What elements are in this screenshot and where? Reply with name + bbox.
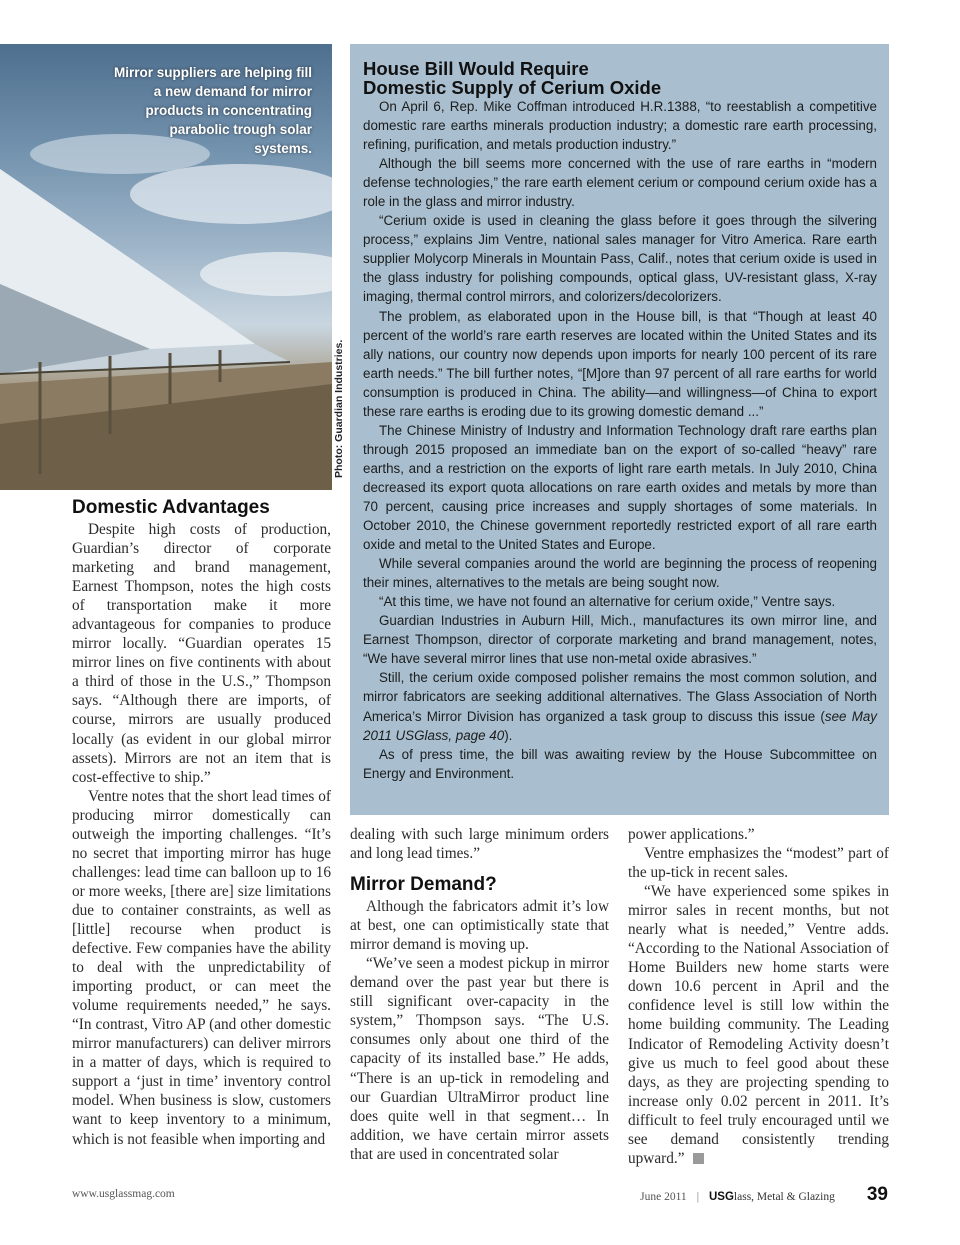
cerium-oxide-sidebar [350,44,889,815]
article-paragraph: Ventre emphasizes the “modest” part of the up-tick in recent sales. [628,845,889,882]
article-column-1 [72,496,331,1149]
sidebar-title [363,59,877,97]
sidebar-paragraph: Guardian Industries in Auburn Hill, Mich., manufactures its own mirror line, and Earnest Thompson, director of corporate marketing and brand management, notes, “We have several mirror lines that use non-metal oxide abrasives.” [363,613,877,667]
sidebar-title-line1: House Bill Would Require [363,58,589,79]
page-number: 39 [866,1184,888,1205]
article-column-3 [628,825,889,1168]
reference-close: ). [504,727,513,743]
article-paragraph-continued: power applications.” [628,826,755,843]
sidebar-paragraph: “At this time, we have not found an alternative for cerium oxide,” Ventre says. [379,594,836,610]
footer-url: www.usglassmag.com [72,1188,175,1200]
article-column-2 [350,825,609,1164]
footer-separator: | [696,1191,699,1203]
photo-credit [333,280,347,490]
heading-mirror-demand: Mirror Demand? [350,874,497,896]
solar-trough-photo [0,44,332,490]
sidebar-paragraph: As of press time, the bill was awaiting review by the House Subcommittee on Energy and Environment. [363,746,877,781]
sidebar-paragraph-see-ref [363,668,877,744]
article-paragraph-continued: dealing with such large minimum orders and long lead times.” [350,826,609,863]
publication-name-rest: lass, Metal & Glazing [733,1191,835,1203]
magazine-reference: see May 2011 USGlass, page 40 [363,708,877,743]
article-paragraph-final [628,882,889,1168]
footer-publication [640,1184,888,1206]
issue-date: June 2011 [640,1191,687,1203]
sidebar-paragraph: “Cerium oxide is used in cleaning the glass before it goes through the silvering process,” explains Jim Ventre, national sales manager for Vitro America. Rare earth supplier Molycorp Minerals in Mountain Pass, Calif., notes that cerium oxide is used in the glass industry for polishing compounds, optical glass, UV-resistant glass, X-ray imaging, thermal control mirrors, and colorizers/decolorizers. [363,213,877,305]
sidebar-paragraph-text: Still, the cerium oxide composed polisher remains the most common solution, and mirror fabricators are seeking additional alternatives. The Glass Association of North America’s Mirror Division has organized a task group to discuss this issue ( [363,670,877,724]
publication-name [709,1191,835,1203]
heading-domestic-advantages: Domestic Advantages [72,497,270,518]
sidebar-paragraph: The problem, as elaborated upon in the House bill, is that “Though at least 40 percent of the world’s rare earth reserves are located within the United States and its ally nations, our country now depends upon imports for nearly 100 percent of its rare earth needs.” The bill further notes, “[M]ore than 97 percent of all rare earths for world consumption is produced in China. The ability—and willingness—of China to export these rare earths is eroding due to its growing domestic demand ...” [363,308,877,419]
sidebar-paragraph: Although the bill seems more concerned with the use of rare earths in “modern defense technologies,” the rare earth element cerium or compound cerium oxide has a role in the glass and mirror industry. [363,156,877,210]
article-paragraph: Although the fabricators admit it’s low at best, one can optimistically state that mirror demand is moving up. [350,898,609,954]
photo-credit-text: Photo: Guardian Industries. [333,339,345,478]
publication-name-bold: USG [709,1191,734,1203]
photo-caption: Mirror suppliers are helping fill a new demand for mirror products in concentrating parabolic trough solar systems. [113,65,312,156]
article-paragraph: Despite high costs of production, Guardian’s director of corporate marketing and brand management, Earnest Thompson, notes the high costs of transportation make it more advantageous for companies to produce mirror locally. “Guardian operates 15 mirror lines on five continents with about a third of those in the U.S.,” Thompson says. “Although there are imports, of course, mirrors are usually produced locally (as evident in our global mirror assets). Mirrors are not an item that is cost-effective to ship.” [72,521,331,786]
sidebar-paragraph: On April 6, Rep. Mike Coffman introduced H.R.1388, “to reestablish a competitive domestic rare earths minerals production industry; a domestic rare earth processing, refining, purification, and metals production industry.” [363,99,877,153]
article-paragraph-text: “We have experienced some spikes in mirror sales in recent months, but not nearly what is needed,” Ventre adds. “According to the National Association of Home Builders new home starts were down 10.6 percent in April and the confidence level is still low within the home building community. The Leading Indicator of Remodeling Activity doesn’t give us much to feel good about these days, as they are projecting spending to increase only 0.02 percent in 2011. It’s difficult to feel truly encouraged until we see demand consistently trending upward.” [628,883,889,1167]
end-mark-icon [693,1153,704,1164]
sidebar-paragraph: While several companies around the world are beginning the process of reopening their mines, alternatives to the metals are being sought now. [363,556,877,591]
sidebar-title-line2: Domestic Supply of Cerium Oxide [363,77,662,98]
article-paragraph: Ventre notes that the short lead times of producing mirror domestically can outweigh the importing challenges. “It’s no secret that importing mirror has huge challenges: lead time can balloon up to 16 or more weeks, [there are] size limitations due to container constraints, as well as [little] recourse when product is defective. Few companies have the ability to deal with the unpredictability of importing product, or can meet the volume requirements needed,” he says. “In contrast, Vitro AP (and other domestic mirror manufacturers) can deliver mirrors in a matter of days, which is required to support a ‘just in time’ inventory control model. When business is slow, customers want to keep inventory to a minimum, which is not feasible when importing and [72,787,331,1148]
sidebar-paragraph: The Chinese Ministry of Industry and Information Technology draft rare earths plan through 2015 proposed an immediate ban on the export of so-called “heavy” rare earths, and a restriction on the exports of light rare earth metals. In July 2010, China decreased its export quota allocations on rare earth oxides and metals by more than 70 percent, causing price increases and supply shortages of some materials. In October 2010, the Chinese government reportedly restricted export of all rare earth oxide and metal to the United States and Europe. [363,422,877,553]
article-paragraph: “We’ve seen a modest pickup in mirror demand over the past year but there is still significant over-capacity in the system,” Thompson says. “The U.S. consumes only about one third of the capacity of its installed base.” He adds, “There is an up-tick in remodeling and our Guardian UltraMirror product line does quite well in that segment… In addition, we have certain mirror assets that are used in concentrated solar [350,955,609,1163]
